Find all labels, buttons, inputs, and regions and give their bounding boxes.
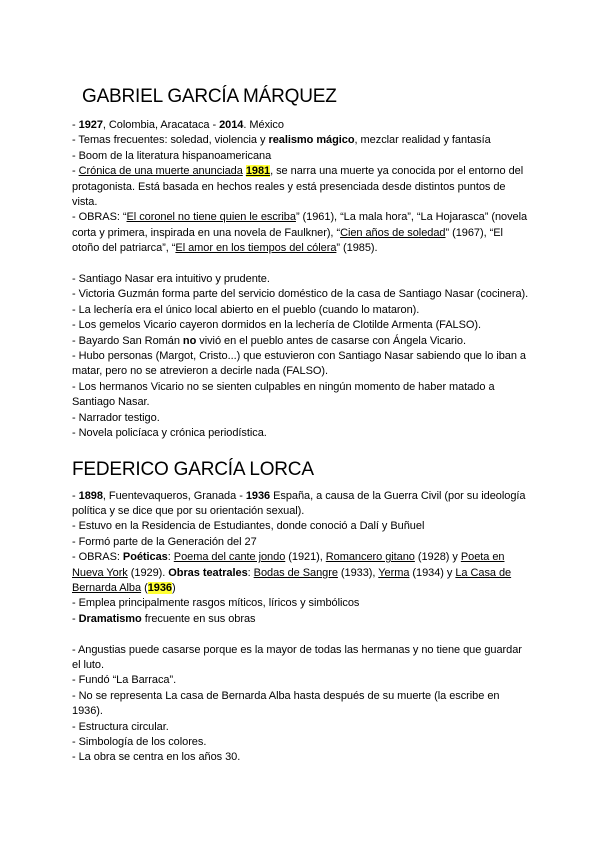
lorca-residencia: - Estuvo en la Residencia de Estudiantes, donde conoció a Dalí y Buñuel bbox=[72, 520, 425, 533]
gabo-note: - Los hermanos Vicario no se sienten culpables en ningún momento de haber matado a Santiago Nasar. bbox=[72, 380, 495, 409]
section-title-gabo: GABRIEL GARCÍA MÁRQUEZ bbox=[82, 86, 337, 107]
gabo-themes: - Temas frecuentes: soledad, violencia y realismo mágico, mezclar realidad y fantasía bbox=[72, 134, 491, 147]
work-title: Cien años de soledad bbox=[340, 226, 446, 239]
gabo-note: - Bayardo San Román no vivió en el pueblo antes de casarse con Ángela Vicario. bbox=[72, 334, 466, 347]
work-title: Bodas de Sangre bbox=[253, 566, 338, 579]
work-title: Poeta en Nueva York bbox=[72, 551, 505, 579]
document-page bbox=[72, 86, 532, 766]
work-title: Yerma bbox=[378, 566, 410, 579]
gabo-note: - Novela policíaca y crónica periodística. bbox=[72, 427, 267, 440]
gabo-note: - Hubo personas (Margot, Cristo...) que estuvieron con Santiago Nasar sabiendo que lo iban a matar, pero no se atrevieron a decirle nada (FALSO). bbox=[72, 350, 526, 378]
lorca-note: - La obra se centra en los años 30. bbox=[72, 751, 241, 764]
section-title-lorca: FEDERICO GARCÍA LORCA bbox=[72, 458, 314, 480]
gabo-note: - La lechería era el único local abierto en el pueblo (cuando lo mataron). bbox=[72, 303, 420, 316]
lorca-note: - Angustias puede casarse porque es la mayor de todas las hermanas y no tiene que guardar el luto. bbox=[72, 643, 522, 671]
lorca-dates: - 1898, Fuentevaqueros, Granada - 1936 España, a causa de la Guerra Civil (por su ideología política y se dice que por su orientación sexual). bbox=[72, 489, 526, 517]
gabo-dates: - 1927, Colombia, Aracataca - 2014. México bbox=[72, 119, 284, 131]
gabo-cronica: - Crónica de una muerte anunciada 1981, se narra una muerte ya conocida por el entorno del protagonista. Está basada en hechos reales y está presenciada desde distintos puntos de vista. bbox=[72, 165, 524, 209]
gabo-note: - Santiago Nasar era intuitivo y prudente. bbox=[72, 273, 270, 286]
gabo-works: - OBRAS: “El coronel no tiene quien le escriba” (1961), “La mala hora”, “La Hojarasca” (novela corta y primera, inspirada en una novela de Faulkner), “Cien años de soledad” (1967), “El otoño del patriarca”, “El amor en los tiempos del cólera” (1985). bbox=[72, 211, 528, 255]
lorca-note: - Estructura circular. bbox=[72, 720, 169, 733]
gabo-boom: - Boom de la literatura hispanoamericana bbox=[72, 149, 272, 162]
work-title: El coronel no tiene quien le escriba bbox=[126, 211, 296, 224]
gabo-note: - Victoria Guzmán forma parte del servicio doméstico de la casa de Santiago Nasar (cocinera). bbox=[72, 288, 529, 301]
highlighted-year: 1981 bbox=[245, 165, 271, 178]
lorca-generacion: - Formó parte de la Generación del 27 bbox=[72, 535, 257, 548]
highlighted-year: 1936 bbox=[147, 581, 172, 594]
lorca-note: - Simbología de los colores. bbox=[72, 736, 207, 748]
work-title: Crónica de una muerte anunciada bbox=[78, 165, 243, 178]
work-title: Poema del cante jondo bbox=[173, 551, 286, 564]
gabo-note: - Narrador testigo. bbox=[72, 411, 160, 424]
lorca-note: - No se representa La casa de Bernarda Alba hasta después de su muerte (la escribe en 1936). bbox=[72, 689, 500, 718]
lorca-dramatismo: - Dramatismo frecuente en sus obras bbox=[72, 612, 256, 625]
lorca-rasgos: - Emplea principalmente rasgos míticos, líricos y simbólicos bbox=[72, 597, 360, 610]
lorca-note: - Fundó “La Barraca”. bbox=[72, 674, 177, 687]
gabo-note: - Los gemelos Vicario cayeron dormidos en la lechería de Clotilde Armenta (FALSO). bbox=[72, 319, 482, 332]
work-title: Romancero gitano bbox=[325, 551, 415, 564]
work-title: El amor en los tiempos del cólera bbox=[175, 242, 337, 255]
work-title: La Casa de Bernarda Alba bbox=[72, 566, 512, 594]
lorca-works: - OBRAS: Poéticas: Poema del cante jondo (1921), Romancero gitano (1928) y Poeta en Nueva York (1929). Obras teatrales: Bodas de Sangre (1933), Yerma (1934) y La Casa de Bernarda Alba (1936) bbox=[72, 551, 512, 594]
